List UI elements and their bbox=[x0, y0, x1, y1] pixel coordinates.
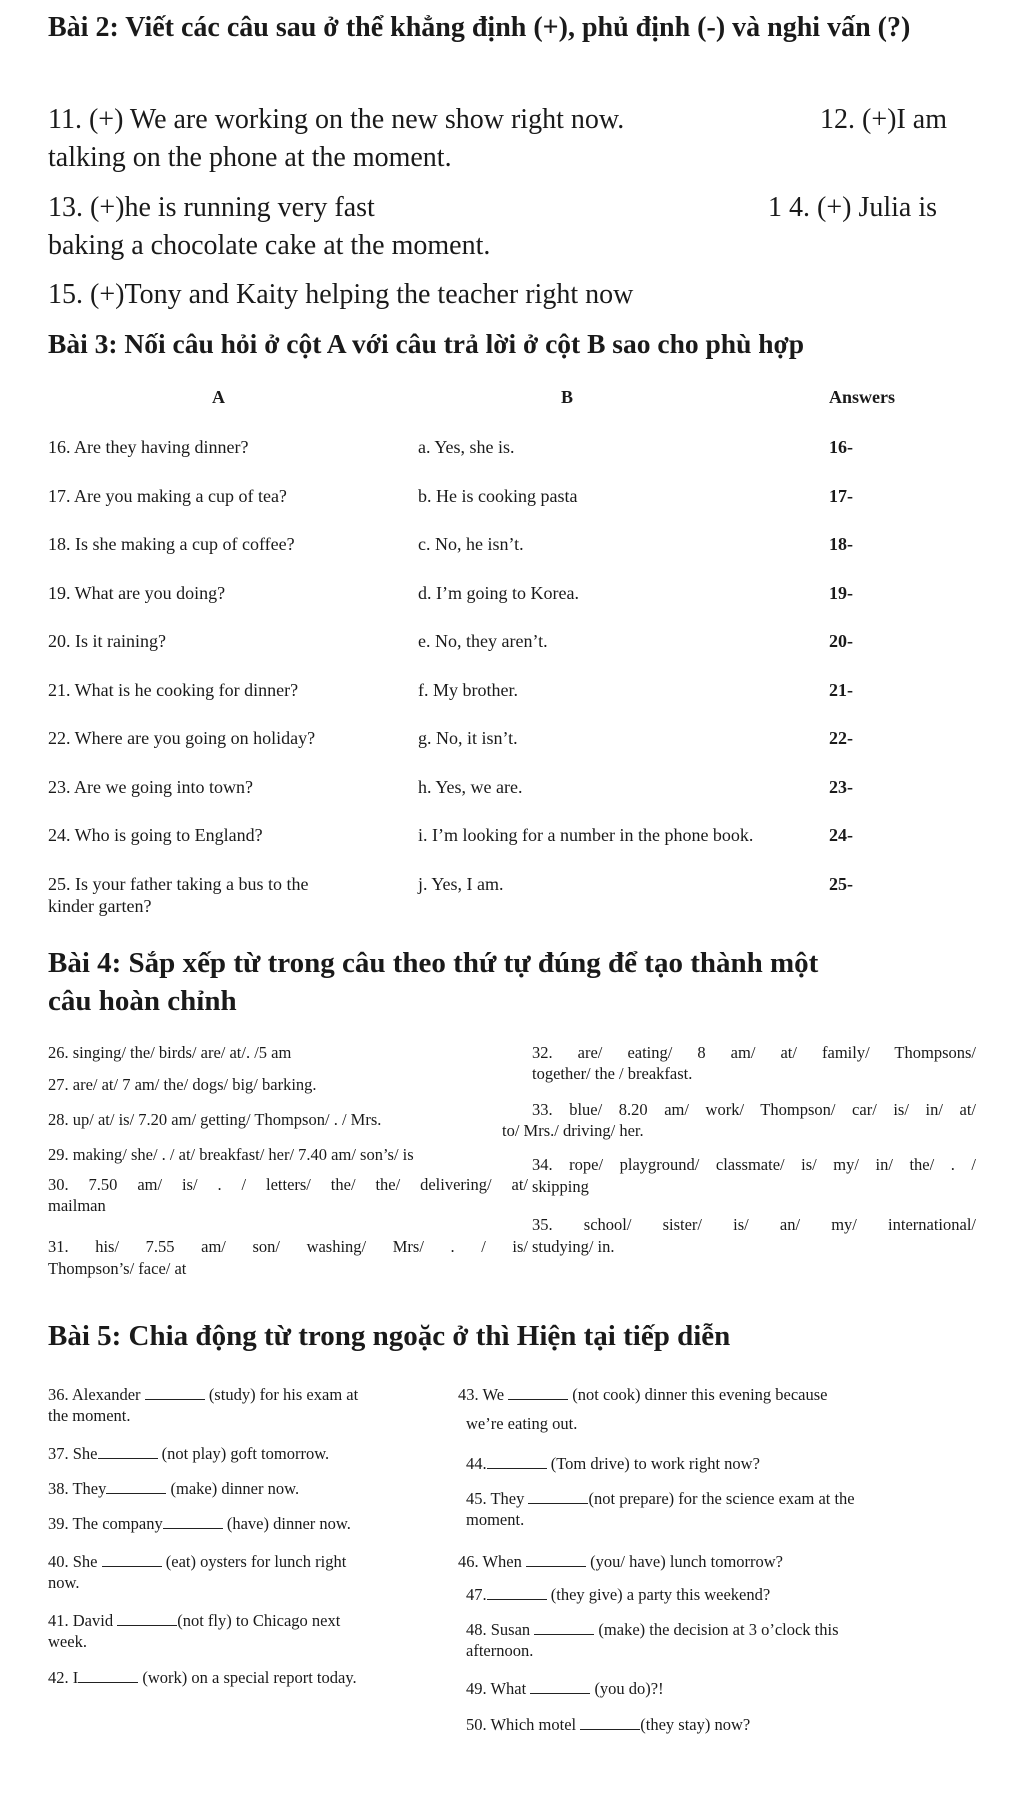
item-40-text: (eat) oysters for lunch right bbox=[165, 1552, 347, 1571]
answer-option: f. My brother. bbox=[418, 680, 518, 700]
bai3-title: Bài 3: Nối câu hỏi ở cột A với câu trả lời ở cột B sao cho phù hợp bbox=[48, 328, 805, 359]
question-row: 18. Is she making a cup of coffee? bbox=[48, 534, 295, 554]
item-37 bbox=[48, 1443, 329, 1464]
blank-48[interactable] bbox=[534, 1620, 594, 1635]
item-44-text: (Tom drive) to work right now? bbox=[550, 1454, 760, 1473]
question-row: 16. Are they having dinner? bbox=[48, 437, 249, 457]
item-36-text: (study) for his exam at bbox=[208, 1385, 359, 1404]
item-32-line1: 32. are/ eating/ 8 am/ at/ family/ Thompsons/ bbox=[532, 1043, 976, 1062]
item-48-cont: afternoon. bbox=[466, 1641, 534, 1660]
answer-option: a. Yes, she is. bbox=[418, 437, 515, 457]
item-39-text: (have) dinner now. bbox=[226, 1514, 351, 1533]
question-row: 19. What are you doing? bbox=[48, 583, 226, 603]
answer-25: j. Yes, I am. bbox=[418, 874, 504, 894]
item-50-label: 50. Which motel bbox=[466, 1715, 577, 1734]
item-38-label: 38. They bbox=[48, 1479, 107, 1498]
sentence-12-end: talking on the phone at the moment. bbox=[48, 142, 452, 173]
item-33-line2: to/ Mrs./ driving/ her. bbox=[502, 1121, 644, 1140]
item-50 bbox=[466, 1714, 750, 1735]
blank-39[interactable] bbox=[163, 1514, 223, 1529]
blank-37[interactable] bbox=[98, 1444, 158, 1459]
item-34-line2: skipping bbox=[532, 1177, 589, 1196]
item-31-line2: Thompson’s/ face/ at bbox=[48, 1259, 187, 1278]
item-30-line2: mailman bbox=[48, 1196, 106, 1215]
question-row: 24. Who is going to England? bbox=[48, 825, 263, 845]
item-38-text: (make) dinner now. bbox=[170, 1479, 300, 1498]
bai5-title: Bài 5: Chia động từ trong ngoặc ở thì Hiện tại tiếp diễn bbox=[48, 1320, 731, 1352]
answer-option: g. No, it isn’t. bbox=[418, 728, 518, 748]
column-a-header: A bbox=[212, 387, 225, 407]
blank-50[interactable] bbox=[580, 1715, 640, 1730]
sentence-14-end: baking a chocolate cake at the moment. bbox=[48, 230, 491, 261]
item-37-label: 37. She bbox=[48, 1444, 98, 1463]
blank-43[interactable] bbox=[508, 1385, 568, 1400]
answer-option: c. No, he isn’t. bbox=[418, 534, 524, 554]
item-45-text: (not prepare) for the science exam at the bbox=[588, 1489, 855, 1508]
item-49-text: (you do)?! bbox=[594, 1679, 664, 1698]
bai4-title-line1: Bài 4: Sắp xếp từ trong câu theo thứ tự đúng để tạo thành một bbox=[48, 947, 819, 979]
question-row: 21. What is he cooking for dinner? bbox=[48, 680, 299, 700]
item-35-line2: studying/ in. bbox=[532, 1237, 615, 1256]
answers-header: Answers bbox=[829, 387, 895, 407]
item-47-text: (they give) a party this weekend? bbox=[550, 1585, 771, 1604]
answer-number: 24- bbox=[829, 825, 853, 845]
item-33-line1: 33. blue/ 8.20 am/ work/ Thompson/ car/ is/ in/ at/ bbox=[532, 1100, 976, 1119]
item-45-cont: moment. bbox=[466, 1510, 525, 1529]
blank-47[interactable] bbox=[487, 1585, 547, 1600]
item-36-cont: the moment. bbox=[48, 1406, 131, 1425]
item-38 bbox=[48, 1478, 299, 1499]
item-39-label: 39. The company bbox=[48, 1514, 163, 1533]
blank-38[interactable] bbox=[106, 1479, 166, 1494]
question-row: 22. Where are you going on holiday? bbox=[48, 728, 316, 748]
answer-number: 22- bbox=[829, 728, 853, 748]
item-44 bbox=[466, 1453, 760, 1474]
question-row: 23. Are we going into town? bbox=[48, 777, 253, 797]
item-49 bbox=[466, 1678, 664, 1699]
item-46-label: 46. When bbox=[458, 1552, 522, 1571]
item-49-label: 49. What bbox=[466, 1679, 527, 1698]
blank-40[interactable] bbox=[102, 1552, 162, 1567]
item-46-text: (you/ have) lunch tomorrow? bbox=[590, 1552, 784, 1571]
sentence-12-start: 12. (+)I am bbox=[820, 104, 947, 135]
item-36 bbox=[48, 1384, 358, 1405]
answer-number: 18- bbox=[829, 534, 853, 554]
answer-option: b. He is cooking pasta bbox=[418, 486, 578, 506]
blank-44[interactable] bbox=[487, 1454, 547, 1469]
answer-number: 23- bbox=[829, 777, 853, 797]
answer-number: 17- bbox=[829, 486, 853, 506]
item-27: 27. are/ at/ 7 am/ the/ dogs/ big/ barking. bbox=[48, 1075, 317, 1094]
item-46 bbox=[458, 1551, 783, 1572]
answer-number: 16- bbox=[829, 437, 853, 457]
blank-36[interactable] bbox=[145, 1385, 205, 1400]
answer-option: i. I’m looking for a number in the phone book. bbox=[418, 825, 754, 845]
sentence-13: 13. (+)he is running very fast bbox=[48, 192, 375, 223]
item-47 bbox=[466, 1584, 770, 1605]
sentence-11: 11. (+) We are working on the new show right now. bbox=[48, 104, 625, 135]
item-43-label: 43. We bbox=[458, 1385, 505, 1404]
blank-41[interactable] bbox=[117, 1611, 177, 1626]
item-42 bbox=[48, 1667, 357, 1688]
item-43 bbox=[458, 1384, 828, 1405]
blank-46[interactable] bbox=[526, 1552, 586, 1567]
column-b-header: B bbox=[561, 387, 574, 407]
item-28: 28. up/ at/ is/ 7.20 am/ getting/ Thompson/ . / Mrs. bbox=[48, 1110, 382, 1129]
item-40-cont: now. bbox=[48, 1573, 80, 1592]
blank-49[interactable] bbox=[530, 1679, 590, 1694]
item-41-label: 41. David bbox=[48, 1611, 114, 1630]
sentence-15: 15. (+)Tony and Kaity helping the teacher right now bbox=[48, 279, 634, 310]
item-31-line1: 31. his/ 7.55 am/ son/ washing/ Mrs/ . / is/ bbox=[48, 1237, 528, 1256]
answer-option: e. No, they aren’t. bbox=[418, 631, 548, 651]
answer-option: d. I’m going to Korea. bbox=[418, 583, 579, 603]
item-26: 26. singing/ the/ birds/ are/ at/. /5 am bbox=[48, 1043, 292, 1062]
item-50-text: (they stay) now? bbox=[640, 1715, 751, 1734]
blank-45[interactable] bbox=[528, 1489, 588, 1504]
blank-42[interactable] bbox=[78, 1668, 138, 1683]
sentence-14-start: 1 4. (+) Julia is bbox=[768, 192, 937, 223]
item-45 bbox=[466, 1488, 855, 1509]
item-39 bbox=[48, 1513, 351, 1534]
item-36-label: 36. Alexander bbox=[48, 1385, 141, 1404]
item-47-label: 47. bbox=[466, 1585, 487, 1604]
answer-number-25: 25- bbox=[829, 874, 853, 894]
item-32-line2: together/ the / breakfast. bbox=[532, 1064, 693, 1083]
item-43-text: (not cook) dinner this evening because bbox=[572, 1385, 828, 1404]
item-40 bbox=[48, 1551, 346, 1572]
item-29: 29. making/ she/ . / at/ breakfast/ her/ 7.40 am/ son’s/ is bbox=[48, 1145, 414, 1164]
item-43-cont: we’re eating out. bbox=[466, 1414, 578, 1433]
answer-number: 19- bbox=[829, 583, 853, 603]
item-48 bbox=[466, 1619, 839, 1640]
item-41 bbox=[48, 1610, 340, 1631]
item-48-text: (make) the decision at 3 o’clock this bbox=[598, 1620, 839, 1639]
bai2-title: Bài 2: Viết các câu sau ở thể khẳng định (+), phủ định (-) và nghi vấn (?) bbox=[48, 12, 911, 43]
item-40-label: 40. She bbox=[48, 1552, 98, 1571]
item-35-line1: 35. school/ sister/ is/ an/ my/ international/ bbox=[532, 1215, 976, 1234]
item-30-line1: 30. 7.50 am/ is/ . / letters/ the/ the/ delivering/ at/ bbox=[48, 1175, 528, 1194]
answer-number: 20- bbox=[829, 631, 853, 651]
item-34-line1: 34. rope/ playground/ classmate/ is/ my/ in/ the/ . / bbox=[532, 1155, 976, 1174]
bai4-title-line2: câu hoàn chỉnh bbox=[48, 985, 237, 1017]
item-42-label: 42. I bbox=[48, 1668, 79, 1687]
item-41-text: (not fly) to Chicago next bbox=[177, 1611, 341, 1630]
answer-number: 21- bbox=[829, 680, 853, 700]
item-45-label: 45. They bbox=[466, 1489, 525, 1508]
item-41-cont: week. bbox=[48, 1632, 87, 1651]
question-row: 20. Is it raining? bbox=[48, 631, 166, 651]
item-42-text: (work) on a special report today. bbox=[142, 1668, 357, 1687]
item-48-label: 48. Susan bbox=[466, 1620, 531, 1639]
question-row: 17. Are you making a cup of tea? bbox=[48, 486, 287, 506]
question-25-line1: 25. Is your father taking a bus to the bbox=[48, 874, 309, 894]
item-44-label: 44. bbox=[466, 1454, 487, 1473]
question-25-line2: kinder garten? bbox=[48, 896, 152, 916]
item-37-text: (not play) goft tomorrow. bbox=[161, 1444, 330, 1463]
answer-option: h. Yes, we are. bbox=[418, 777, 523, 797]
